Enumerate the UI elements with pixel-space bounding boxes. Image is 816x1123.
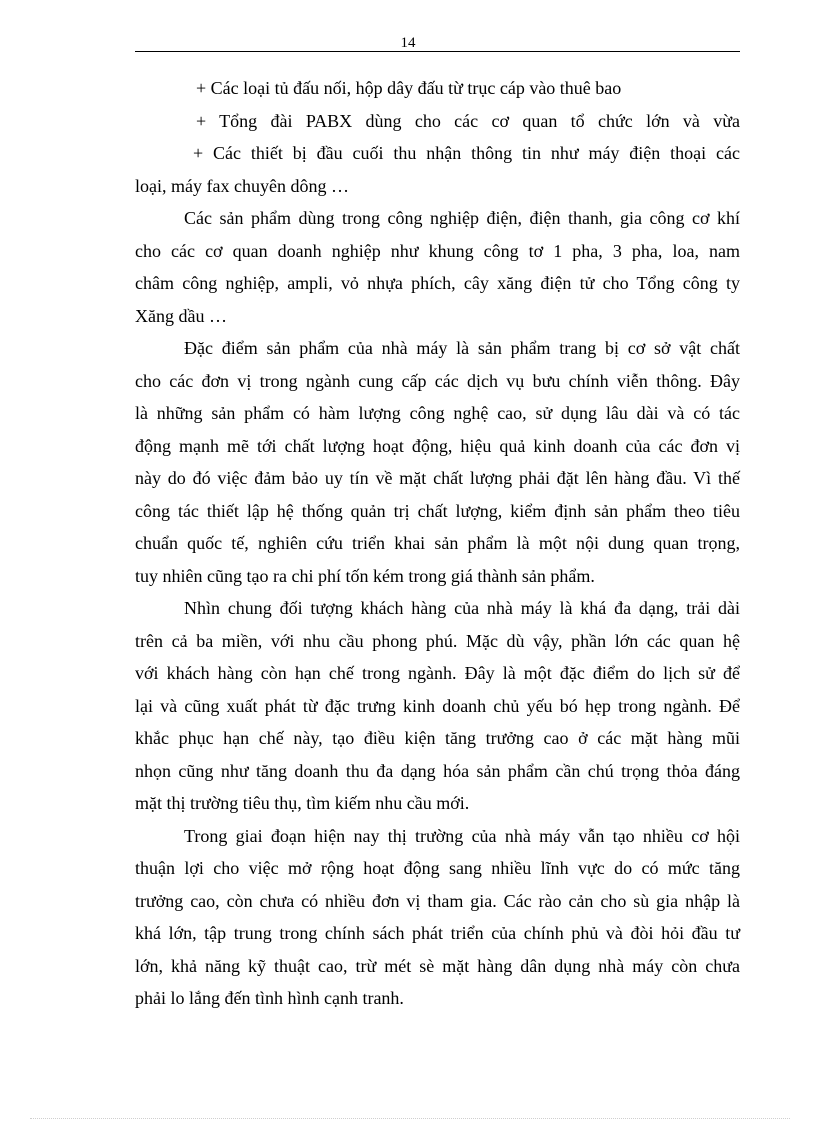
page-number: 14 (400, 35, 416, 51)
bullet-item: + Các thiết bị đầu cuối thu nhận thông tin như máy điện thoại các (193, 143, 740, 163)
paragraph-line: này do đó việc đảm bảo uy tín về mặt chất lượng phải đặt lên hàng đầu. Vì thế (135, 468, 740, 488)
paragraph-line: mặt thị trường tiêu thụ, tìm kiếm nhu cầu mới. (135, 793, 470, 813)
paragraph-line: trên cả ba miền, với nhu cầu phong phú. Mặc dù vậy, phần lớn các quan hệ (135, 630, 740, 651)
bullet-item-continuation: loại, máy fax chuyên dông … (135, 175, 349, 196)
paragraph-characteristics (135, 332, 740, 592)
paragraph-line: trưởng cao, còn chưa có nhiều đơn vị tham gia. Các rào cản cho sù gia nhập là (135, 890, 740, 911)
footer-rule (30, 1118, 790, 1119)
paragraph-line: khá lớn, tập trung trong chính sách phát triển của chính phủ và đòi hỏi đầu tư (135, 923, 740, 943)
paragraph-line: Trong giai đoạn hiện nay thị trường của nhà máy vẫn tạo nhiều cơ hội (184, 825, 740, 846)
paragraph-line: là những sản phẩm có hàm lượng công nghệ cao, sử dụng lâu dài và có tác (135, 403, 740, 423)
paragraph-line: lại và cũng xuất phát từ đặc trưng kinh doanh chủ yếu bó hẹp trong ngành. Để (135, 695, 740, 716)
paragraph-line: nhọn cũng như tăng doanh thu đa dạng hóa sản phẩm cần chú trọng thỏa đáng (135, 760, 740, 781)
paragraph-line: Đặc điểm sản phẩm của nhà máy là sản phẩm trang bị cơ sở vật chất (184, 338, 740, 358)
paragraph-line: Xăng dầu … (135, 305, 227, 326)
paragraph-line: Các sản phẩm dùng trong công nghiệp điện, điện thanh, gia công cơ khí (184, 208, 740, 228)
bullet-list (135, 72, 740, 202)
paragraph-market (135, 820, 740, 1015)
paragraph-line: với khách hàng còn hạn chế trong ngành. Đây là một đặc điểm do lịch sử để (135, 663, 740, 683)
paragraph-line: khắc phục hạn chế này, tạo điều kiện tăng trưởng cao ở các mặt hàng mũi (135, 728, 740, 748)
paragraph-line: tuy nhiên cũng tạo ra chi phí tốn kém trong giá thành sản phẩm. (135, 565, 595, 586)
paragraph-line: phải lo lắng đến tình hình cạnh tranh. (135, 988, 404, 1008)
paragraph-line: động mạnh mẽ tới chất lượng hoạt động, hiệu quả kinh doanh của các đơn vị (135, 435, 740, 456)
paragraph-line: châm công nghiệp, ampli, vỏ nhựa phích, cây xăng điện tử cho Tổng công ty (135, 273, 740, 293)
paragraph-line: cho các cơ quan doanh nghiệp như khung công tơ 1 pha, 3 pha, loa, nam (135, 240, 740, 261)
paragraph-line: thuận lợi cho việc mở rộng hoạt động sang nhiều lĩnh vực do có mức tăng (135, 858, 740, 878)
header-rule (135, 51, 740, 52)
bullet-item: + Các loại tủ đấu nối, hộp dây đấu từ trục cáp vào thuê bao (196, 78, 622, 98)
paragraph-line: chuẩn quốc tế, nghiên cứu triển khai sản phẩm là một nội dung quan trọng, (135, 533, 740, 553)
document-body (135, 72, 740, 1015)
paragraph-line: cho các đơn vị trong ngành cung cấp các dịch vụ bưu chính viễn thông. Đây (135, 370, 740, 391)
paragraph-line: Nhìn chung đối tượng khách hàng của nhà máy là khá đa dạng, trải dài (184, 598, 740, 618)
bullet-item: + Tổng đài PABX dùng cho các cơ quan tổ chức lớn và vừa (196, 110, 740, 131)
paragraph-customers (135, 592, 740, 820)
paragraph-line: lớn, khả năng kỹ thuật cao, trừ mét sè mặt hàng dân dụng nhà máy còn chưa (135, 955, 740, 976)
paragraph-products (135, 202, 740, 332)
paragraph-line: công tác thiết lập hệ thống quản trị chất lượng, kiểm định sản phẩm theo tiêu (135, 500, 740, 521)
